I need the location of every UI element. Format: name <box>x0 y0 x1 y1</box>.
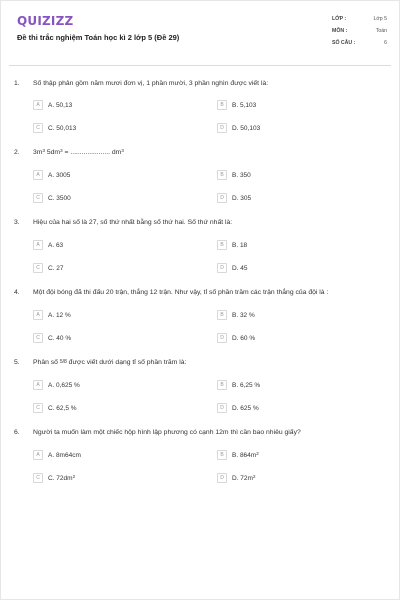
info-row-subject <box>332 25 387 37</box>
option-letter-box: A <box>33 450 43 460</box>
option-letter-box: D <box>217 403 227 413</box>
option-label: A. 8m64cm <box>48 451 81 459</box>
option-letter-box: C <box>33 193 43 203</box>
text-part: C. 72dm <box>48 474 73 482</box>
question-number: 4. <box>14 289 20 296</box>
option-letter-box: B <box>217 100 227 110</box>
info-value: Lớp 5 <box>373 16 387 22</box>
option-label: B. 5,103 <box>232 101 257 109</box>
info-value: 6 <box>384 40 387 46</box>
option-label <box>232 475 255 482</box>
option-label: D. 45 <box>232 264 248 272</box>
option-letter-box: C <box>33 403 43 413</box>
option-label: B. 350 <box>232 171 251 179</box>
question-number: 1. <box>14 80 20 87</box>
question-text: Hiệu của hai số là 27, số thứ nhất bằng số thứ hai. Số thứ nhất là: <box>33 219 233 226</box>
option-label: A. 63 <box>48 241 64 249</box>
info-value: Toán <box>375 28 387 34</box>
info-key: MÔN : <box>332 28 348 34</box>
option-label: A. 50,13 <box>48 101 73 109</box>
option-letter-box: D <box>217 473 227 483</box>
question-number: 5. <box>14 359 20 366</box>
text-part: D. 72m <box>232 474 253 482</box>
option-label: C. 40 % <box>48 334 72 342</box>
option-label: B. 18 <box>232 241 248 249</box>
superscript: 2 <box>256 450 259 456</box>
option-label: B. 6,25 % <box>232 381 261 389</box>
option-label <box>232 452 259 459</box>
option-letter-box: A <box>33 240 43 250</box>
text-part: được viết dưới dạng tỉ số phần trăm là: <box>66 359 187 366</box>
option-letter-box: D <box>217 193 227 203</box>
superscript: 3 <box>42 148 45 153</box>
option-letter-box: C <box>33 473 43 483</box>
option-letter-box: A <box>33 380 43 390</box>
option-label: C. 27 <box>48 264 64 272</box>
question-text <box>33 359 186 366</box>
question-number: 3. <box>14 219 20 226</box>
option-label: C. 50,013 <box>48 124 77 132</box>
text-part: Phân số <box>33 359 60 366</box>
info-key: LỚP : <box>332 16 347 22</box>
info-row-class <box>332 13 387 25</box>
option-label: D. 625 % <box>232 404 259 412</box>
info-key: SỐ CÂU : <box>332 40 356 46</box>
option-letter-box: D <box>217 123 227 133</box>
page-title: Đề thi trắc nghiệm Toán học kì 2 lớp 5 (Đề 29) <box>17 33 180 42</box>
option-label <box>48 475 75 482</box>
option-letter-box: A <box>33 170 43 180</box>
text-part: = ..................... dm <box>62 149 122 156</box>
question-text: Một đội bóng đã thi đấu 20 trận, thắng 12 trận. Như vậy, tỉ số phần trăm các trận thắng của đội là : <box>33 289 329 296</box>
question-number: 2. <box>14 149 20 156</box>
option-label: A. 3005 <box>48 171 71 179</box>
option-label: C. 62,5 % <box>48 404 77 412</box>
option-letter-box: C <box>33 123 43 133</box>
option-label: A. 0,625 % <box>48 381 80 389</box>
option-letter-box: B <box>217 240 227 250</box>
superscript: 2 <box>72 473 76 479</box>
text-part: 3m <box>33 149 43 156</box>
superscript: 3 <box>60 148 63 153</box>
option-letter-box: D <box>217 333 227 343</box>
quizizz-logo: QUIZIZZ <box>17 14 74 28</box>
option-letter-box: B <box>217 170 227 180</box>
option-letter-box: C <box>33 333 43 343</box>
option-letter-box: B <box>217 450 227 460</box>
info-panel <box>332 13 387 49</box>
option-letter-box: B <box>217 310 227 320</box>
info-row-count <box>332 37 387 49</box>
option-label: C. 3500 <box>48 194 71 202</box>
option-label: D. 305 <box>232 194 252 202</box>
text-part: 5dm <box>44 149 61 156</box>
option-label: D. 60 % <box>232 334 256 342</box>
question-text: Người ta muốn làm một chiếc hộp hình lập phương có cạnh 12m thì cần bao nhiêu giấy? <box>33 429 301 436</box>
question-text <box>33 149 124 156</box>
option-label: A. 12 % <box>48 311 71 319</box>
header-divider <box>9 65 391 66</box>
option-letter-box: A <box>33 310 43 320</box>
option-label: D. 50,103 <box>232 124 261 132</box>
option-letter-box: B <box>217 380 227 390</box>
fraction: 5/8 <box>59 359 67 366</box>
option-letter-box: C <box>33 263 43 273</box>
question-text: Số thập phân gồm năm mươi đơn vị, 1 phần mười, 3 phần nghìn được viết là: <box>33 80 269 87</box>
superscript: 2 <box>252 473 256 479</box>
option-letter-box: D <box>217 263 227 273</box>
superscript: 3 <box>121 148 124 153</box>
option-letter-box: A <box>33 100 43 110</box>
question-number: 6. <box>14 429 20 436</box>
option-label: B. 32 % <box>232 311 255 319</box>
text-part: B. 864m <box>232 451 257 459</box>
